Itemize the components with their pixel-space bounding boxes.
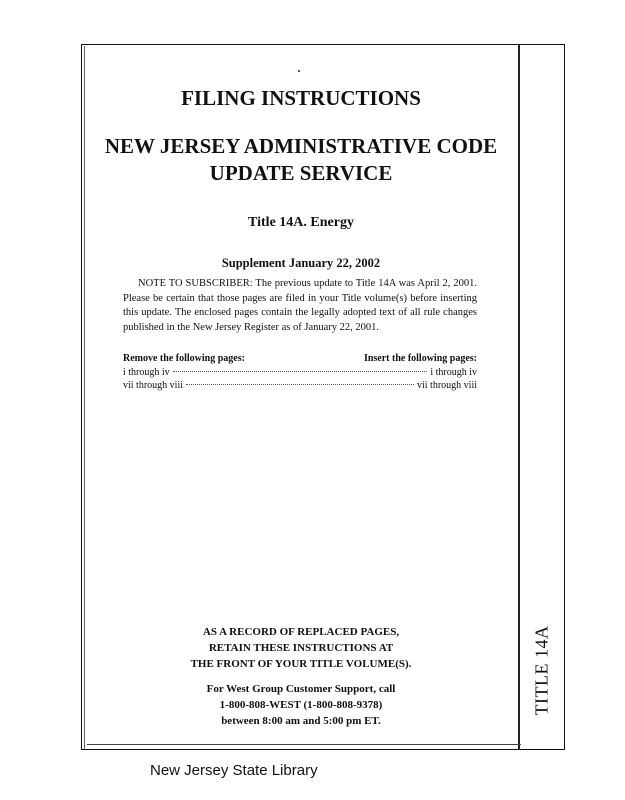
- remove-pages: vii through viii: [123, 380, 183, 391]
- code-title-line1: NEW JERSEY ADMINISTRATIVE CODE: [104, 134, 498, 158]
- record-notice-line1: AS A RECORD OF REPLACED PAGES,: [202, 626, 400, 638]
- document-heading: FILING INSTRUCTIONS: [181, 86, 421, 110]
- subscriber-note: NOTE TO SUBSCRIBER: The previous update to Title 14A was April 2, 2001. Please be certain that those pages are filed in your Title volume(s) before inserting this update. The enclosed pages contain the legally adopted text of all rule changes published in the New Jersey Register as of January 22, 2001.: [123, 278, 477, 333]
- table-row: [123, 379, 477, 392]
- insert-pages: vii through viii: [417, 380, 477, 391]
- pages-table: [123, 352, 477, 392]
- pages-table-header: [123, 352, 477, 366]
- insert-pages: i through iv: [430, 367, 477, 378]
- remove-pages: i through iv: [123, 367, 170, 378]
- code-title-line2: UPDATE SERVICE: [209, 161, 393, 185]
- frame-left-rule: [84, 46, 85, 749]
- support-line1: For West Group Customer Support, call: [206, 683, 396, 695]
- record-notice: [102, 624, 500, 672]
- record-notice-line3: THE FRONT OF YOUR TITLE VOLUME(S).: [190, 658, 412, 670]
- insert-header: Insert the following pages:: [363, 353, 477, 364]
- remove-header: Remove the following pages:: [123, 353, 245, 364]
- side-tab: [522, 618, 562, 722]
- dot-leader: [173, 371, 428, 372]
- side-tab-label: TITLE 14A: [531, 625, 552, 715]
- customer-support: [102, 681, 500, 729]
- code-title: [102, 133, 500, 187]
- support-line3: between 8:00 am and 5:00 pm ET.: [221, 715, 381, 727]
- support-line2: 1-800-808-WEST (1-800-808-9378): [219, 699, 383, 711]
- dot-leader: [186, 384, 414, 385]
- library-stamp: New Jersey State Library: [150, 762, 318, 779]
- record-notice-line2: RETAIN THESE INSTRUCTIONS AT: [208, 642, 394, 654]
- supplement-date: Supplement January 22, 2002: [221, 256, 381, 270]
- bottom-rule: [87, 744, 521, 745]
- table-row: [123, 366, 477, 379]
- title-line: Title 14A. Energy: [248, 215, 354, 230]
- tab-divider-rule: [518, 44, 520, 750]
- print-dot-mark: [298, 70, 300, 72]
